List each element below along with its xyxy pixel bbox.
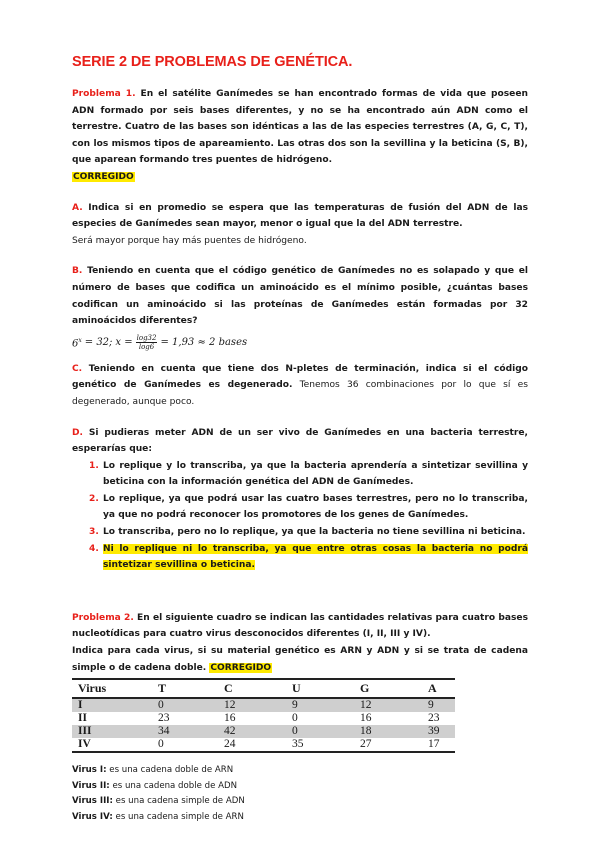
table-header: A xyxy=(422,679,455,698)
formula-numerator: log32 xyxy=(136,334,157,343)
table-header-row xyxy=(72,679,455,698)
question-d-text: Si pudieras meter ADN de un ser vivo de Ganímedes en una bacteria terrestre, esperarías que: xyxy=(72,427,528,455)
problem-2-instruction: Indica para cada virus, si su material genético es ARN y ADN y si se trata de cadena simple o de cadena doble. CORREGIDO xyxy=(72,646,528,673)
answer-line: Virus III: es una cadena simple de ADN xyxy=(72,796,245,807)
answer-line: Virus I: es una cadena doble de ARN xyxy=(72,765,234,776)
question-a-answer: Será mayor porque hay más puentes de hidrógeno. xyxy=(72,235,307,246)
formula-eq1: = 32; xyxy=(84,337,113,349)
virus-answers xyxy=(72,763,528,825)
question-c-text: Teniendo en cuenta que tiene dos N-pletes de terminación, indica si el código genético de Ganímedes es degenerado. xyxy=(72,363,528,391)
formula-fraction xyxy=(136,334,158,351)
option-item: 1. Lo replique y lo transcriba, ya que la bacteria aprendería a sintetizar sevillina y beticina con la información genética del ADN de Ganímedes. xyxy=(89,460,528,488)
table-header: G xyxy=(354,679,422,698)
table-header: Virus xyxy=(72,679,152,698)
table-row: II 23 16 0 16 23 xyxy=(78,712,440,725)
question-c-label: C. xyxy=(72,363,83,374)
question-b-number: 32 xyxy=(515,299,528,310)
question-b xyxy=(72,263,528,329)
formula-result: = 1,93 ≈ 2 bases xyxy=(160,337,248,349)
question-a-text: Indica si en promedio se espera que las temperaturas de fusión del ADN de las especies de Ganímedes sean mayor, menor o igual que la del ADN terrestre. xyxy=(72,202,528,230)
question-d-label: D. xyxy=(72,427,84,438)
question-b-text-2: aminoácidos diferentes? xyxy=(72,316,198,327)
table-header: C xyxy=(218,679,286,698)
answer-line: Virus II: es una cadena doble de ADN xyxy=(72,780,238,791)
option-item: 3. Lo transcriba, pero no lo replique, ya que la bacteria no tiene sevillina ni beticina. xyxy=(89,527,526,538)
question-b-label: B. xyxy=(72,266,83,277)
answer-line: Virus IV: es una cadena simple de ARN xyxy=(72,812,244,822)
question-c xyxy=(72,361,528,411)
table-row: III 34 42 0 18 39 xyxy=(72,725,455,738)
document-title: SERIE 2 DE PROBLEMAS DE GENÉTICA. xyxy=(72,54,353,70)
problem-1-label: Problema 1. xyxy=(72,89,136,99)
corrected-badge-2: CORREGIDO xyxy=(210,662,272,673)
problem-2-text: En el siguiente cuadro se indican las cantidades relativas para cuatro bases nucleotídicas para cuatro virus desconocidos diferentes (I, II, III y IV). xyxy=(72,612,528,640)
problem-1-text: En el satélite Ganímedes se han encontrado formas de vida que poseen ADN formado por seis bases diferentes, y no se ha encontrado aún ADN como el terrestre. Cuatro de las bases son idénticas a las de las especies terrestres (A, G, C, T), con los mismos tipos de apareamiento. Las otras dos son la sevillina y la beticina (S, B), que aparean formando tres puentes de hidrógeno. xyxy=(72,89,528,166)
question-a xyxy=(72,200,528,233)
question-b-text-1: Teniendo en cuenta que el código genético de Ganímedes no es solapado y que el número de bases que codifica un aminoácido es el mínimo posible, ¿cuántas bases codifican un aminoácido si las proteínas de Ganímedes están formadas por xyxy=(72,266,528,310)
question-b-formula xyxy=(72,331,528,355)
question-a-label: A. xyxy=(72,202,83,213)
problem-2-statement xyxy=(72,610,528,643)
formula-base: 6$^x$ xyxy=(72,336,82,349)
option-item: 2. Lo replique, ya que podrá usar las cuatro bases terrestres, pero no lo transcriba, ya que no podrá reconocer los promotores de los genes de Ganímedes. xyxy=(89,493,528,521)
virus-bases-table xyxy=(72,678,455,753)
question-d xyxy=(72,425,528,458)
formula-x: x = xyxy=(115,337,133,349)
table-header: T xyxy=(152,679,218,698)
table-row: I 0 12 9 12 9 xyxy=(72,698,455,712)
question-d-options xyxy=(72,458,528,574)
problem-1-statement xyxy=(72,86,528,169)
document-page xyxy=(72,54,528,826)
problem-2-label: Problema 2. xyxy=(72,612,134,623)
question-c-answer: Tenemos 36 combinaciones por lo que sí es degenerado, aunque poco. xyxy=(72,380,528,407)
corrected-badge-1: CORREGIDO xyxy=(73,171,134,182)
option-item-highlighted: 4. Ni lo replique ni lo transcriba, ya que entre otras cosas la bacteria no podrá sintetizar sevillina o beticina. xyxy=(89,543,528,571)
table-header: U xyxy=(286,679,354,698)
table-row: IV 0 24 35 27 17 xyxy=(72,738,455,752)
formula-denominator: log6 xyxy=(138,343,155,352)
